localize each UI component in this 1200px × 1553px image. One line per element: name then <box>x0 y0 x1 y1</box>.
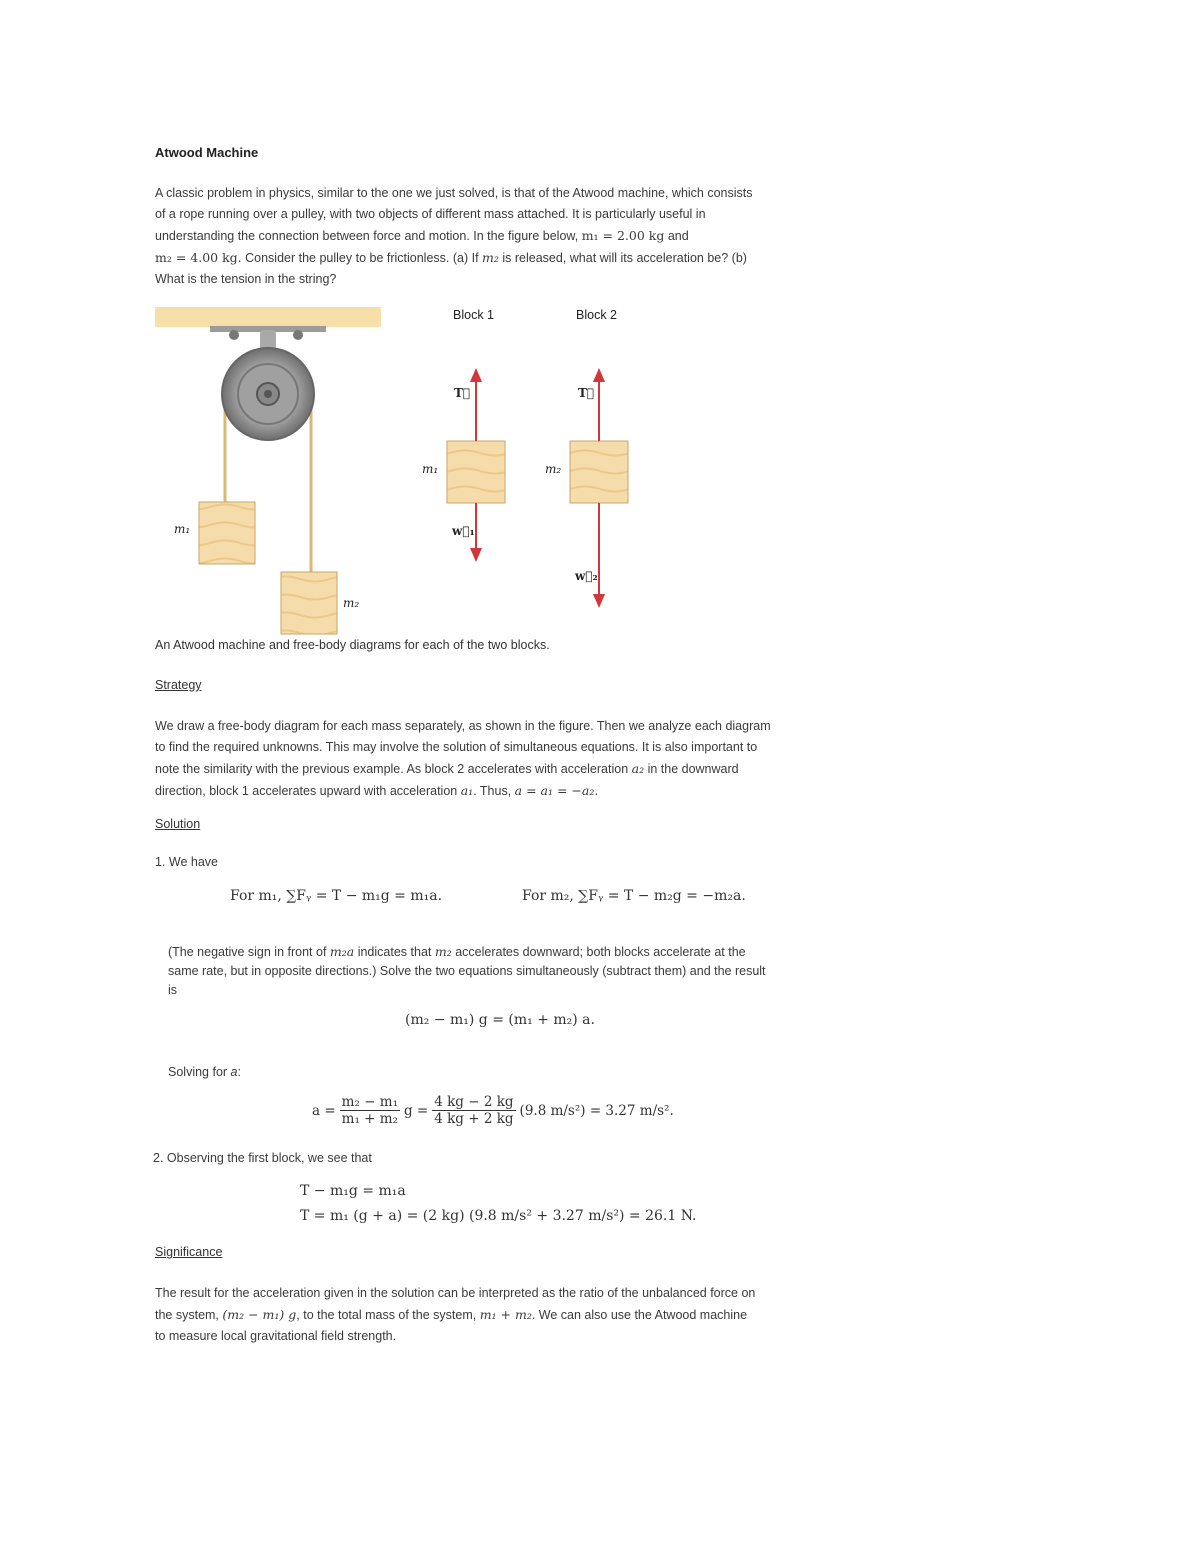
arrow-up-icon <box>470 368 482 382</box>
intro-line: of a rope running over a pulley, with two objects of different mass attached. It is particularly useful in <box>155 207 706 221</box>
strategy-line: direction, block 1 accelerates upward with acceleration a₁. Thus, a = a₁ = −a₂. <box>155 783 599 798</box>
page-title: Atwood Machine <box>155 145 259 160</box>
equation-tension-1: T − m₁g = m₁a <box>300 1183 406 1199</box>
block1-label: Block 1 <box>453 308 494 322</box>
atwood-machine-diagram <box>150 300 650 640</box>
fbd-tension-label-2: T⃗ <box>578 386 595 400</box>
equation-tension-2: T = m₁ (g + a) = (2 kg) (9.8 m/s² + 3.27 m/s²) = 26.1 N. <box>300 1208 697 1224</box>
intro-paragraph <box>155 183 855 290</box>
ceiling <box>155 307 381 327</box>
math-m1-value: m₁ = 2.00 kg <box>581 228 665 243</box>
equation-m1: For m₁, ∑Fᵧ = T − m₁g = m₁a. <box>230 888 443 904</box>
note-line: (The negative sign in front of m₂a indicates that m₂ accelerates downward; both blocks accelerate at the <box>168 944 746 959</box>
significance-line: to measure local gravitational field strength. <box>155 1329 397 1343</box>
arrow-down-icon <box>593 594 605 608</box>
intro-line: understanding the connection between force and motion. In the figure below, m₁ = 2.00 kg and <box>155 228 689 243</box>
arrow-down-icon <box>470 548 482 562</box>
math-m2-value: m₂ = 4.00 kg. <box>155 250 242 265</box>
solving-for-text: Solving for a: <box>168 1065 241 1079</box>
strategy-line: We draw a free-body diagram for each mass separately, as shown in the figure. Then we analyze each diagram <box>155 719 771 733</box>
figure-caption: An Atwood machine and free-body diagrams for each of the two blocks. <box>155 638 550 652</box>
fbd-weight-label-1: w⃗₁ <box>452 524 475 538</box>
label-m1: m₁ <box>174 522 191 536</box>
block2-label: Block 2 <box>576 308 617 322</box>
significance-line: The result for the acceleration given in the solution can be interpreted as the ratio of the unbalanced force on <box>155 1286 756 1300</box>
intro-line: m₂ = 4.00 kg. Consider the pulley to be frictionless. (a) If m₂ is released, what will its acceleration be? (b) <box>155 250 747 265</box>
equation-combined: (m₂ − m₁) g = (m₁ + m₂) a. <box>405 1012 595 1028</box>
block-m1 <box>199 502 255 564</box>
atwood-figure <box>150 300 650 640</box>
note-line: same rate, but in opposite directions.) Solve the two equations simultaneously (subtract them) and the result <box>168 964 766 978</box>
strategy-heading: Strategy <box>155 678 202 692</box>
fbd-block2 <box>570 441 628 503</box>
block-m2 <box>281 572 337 634</box>
fbd-label-m2: m₂ <box>545 462 562 476</box>
fbd-block1 <box>447 441 505 503</box>
fbd-tension-label-1: T⃗ <box>454 386 471 400</box>
intro-line: A classic problem in physics, similar to the one we just solved, is that of the Atwood machine, which consists <box>155 186 753 200</box>
intro-line: What is the tension in the string? <box>155 272 337 286</box>
strategy-line: to find the required unknowns. This may involve the solution of simultaneous equations. It is also important to <box>155 740 758 754</box>
significance-heading: Significance <box>155 1245 223 1259</box>
significance-paragraph <box>155 1283 875 1347</box>
significance-line: the system, (m₂ − m₁) g, to the total mass of the system, m₁ + m₂. We can also use the Atwood machine <box>155 1307 748 1322</box>
strategy-paragraph <box>155 716 875 802</box>
step2-text: 2. Observing the first block, we see that <box>153 1151 372 1165</box>
solution-note <box>168 942 858 1000</box>
equation-m2: For m₂, ∑Fᵧ = T − m₂g = −m₂a. <box>522 888 746 904</box>
arrow-up-icon <box>593 368 605 382</box>
step1-text: 1. We have <box>155 855 219 869</box>
label-m2: m₂ <box>343 596 360 610</box>
note-line: is <box>168 983 178 997</box>
equation-acceleration: a = $\frac{\text{m₂ − m₁}}{\text{m₁ + m₂}}$ g = $\frac{4 kg - 2 kg}{4 kg + 2 kg}$ (9.8 m/s²) = 3.27 m/s². <box>312 1094 674 1127</box>
solution-heading: Solution <box>155 817 201 831</box>
fbd-label-m1: m₁ <box>422 462 439 476</box>
strategy-line: note the similarity with the previous example. As block 2 accelerates with acceleration a₂ in the downward <box>155 761 739 776</box>
fbd-weight-label-2: w⃗₂ <box>575 569 598 583</box>
